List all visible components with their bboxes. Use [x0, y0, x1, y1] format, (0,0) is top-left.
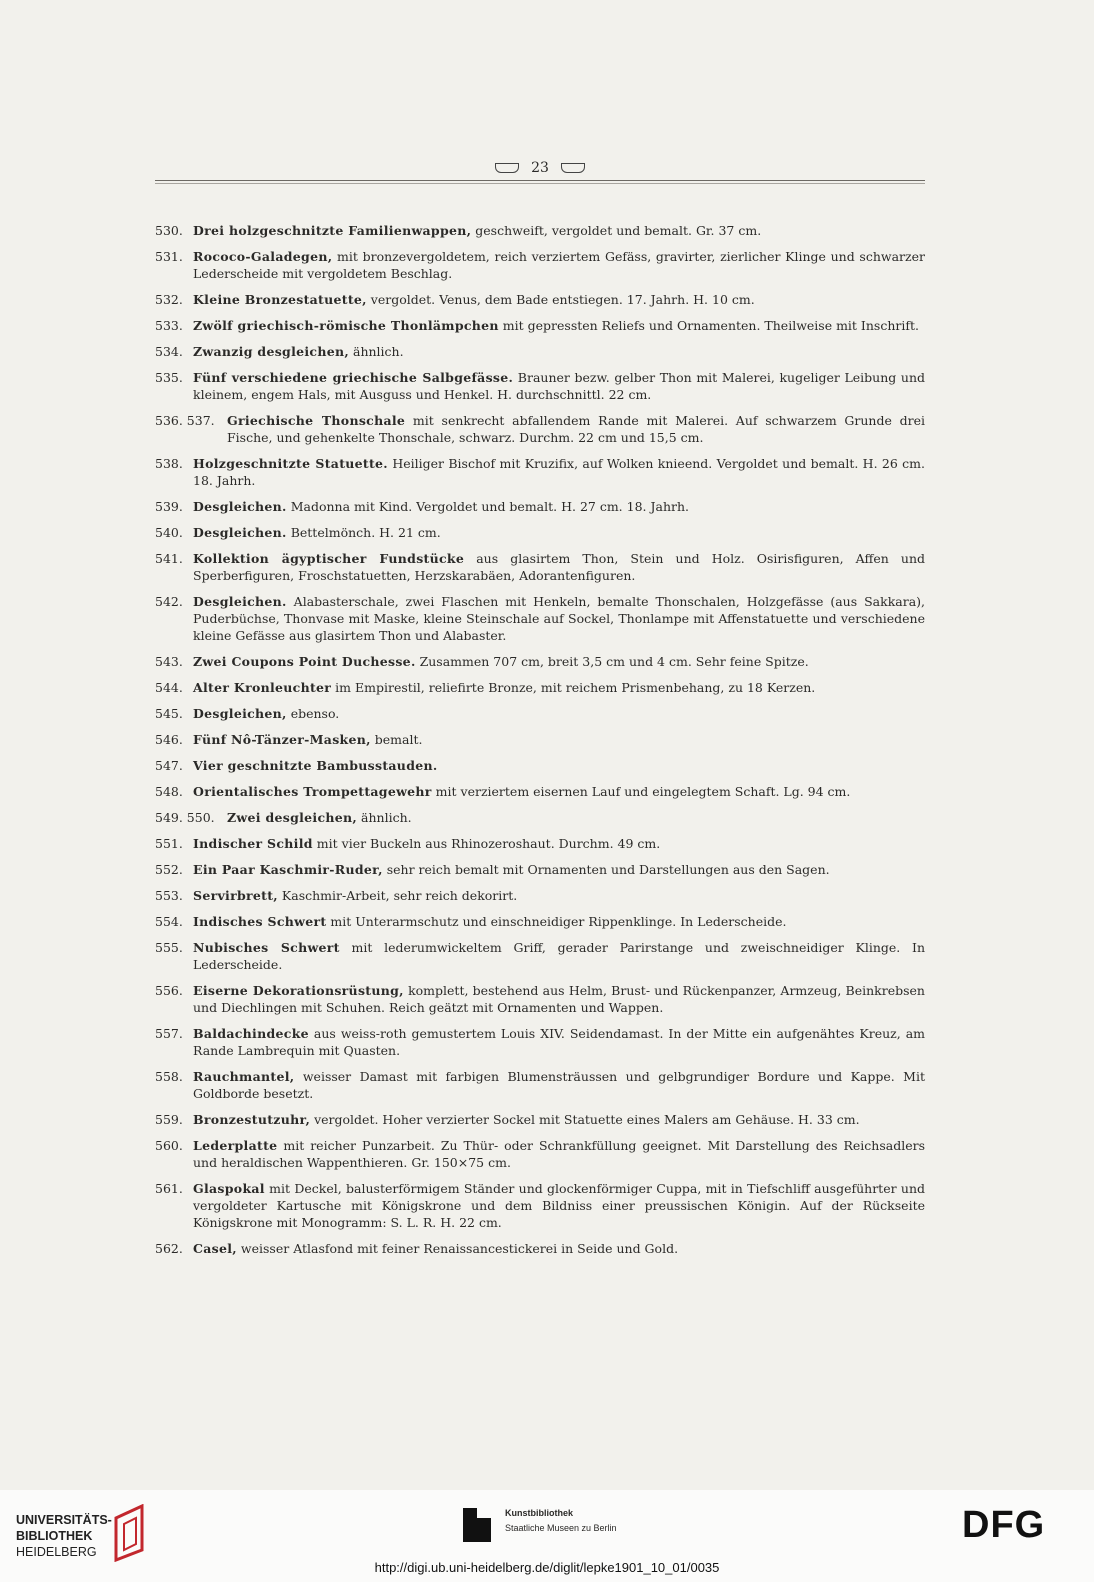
entry-title: Casel,	[193, 1241, 237, 1256]
entry-text: mit verziertem eisernen Lauf und eingelegtem Schaft. Lg. 94 cm.	[431, 784, 851, 799]
entry-number: 556.	[155, 983, 183, 998]
footer-bar	[0, 1490, 1094, 1582]
ornament-right-icon	[561, 163, 585, 173]
entry-title: Orientalisches Trompettagewehr	[193, 784, 432, 799]
entry-text: weisser Atlasfond mit feiner Renaissancestickerei in Seide und Gold.	[236, 1241, 679, 1256]
entry-text: Kaschmir-Arbeit, sehr reich dekorirt.	[277, 888, 518, 903]
entry-title: Baldachindecke	[193, 1026, 309, 1041]
ub-heidelberg-logo-icon	[112, 1504, 148, 1562]
entry-title: Desgleichen.	[193, 525, 287, 540]
entry-title: Indisches Schwert	[193, 914, 327, 929]
entry-text: Brauner bezw. gelber Thon mit Malerei, kugeliger Leibung und kleinem, engem Hals, mit Ausguss und Henkel. H. durchschnittl. 22 cm.	[193, 370, 926, 402]
entry-title: Kollektion ägyptischer Fundstücke	[193, 551, 465, 566]
dfg-logo[interactable]: DFG	[962, 1504, 1046, 1546]
entry-text: mit Deckel, balusterförmigem Ständer und glockenförmiger Cuppa, mit in Tiefschliff ausgeführter und vergoldeter Kartusche mit Königskrone und dem Bildniss einer preussischen Königin. Auf der Rückseite Königskrone mit Monogramm: S. L. R. H. 22 cm.	[193, 1181, 925, 1230]
entry-text: Madonna mit Kind. Vergoldet und bemalt. H. 27 cm. 18. Jahrh.	[286, 499, 689, 514]
entry-text: bemalt.	[370, 732, 423, 747]
catalog-entry	[155, 1111, 925, 1128]
catalog-entry	[155, 550, 925, 584]
kunstbibliothek-logo[interactable]	[463, 1506, 663, 1546]
entry-number: 553.	[155, 888, 183, 903]
entry-title: Kleine Bronzestatuette,	[193, 292, 367, 307]
entry-text: Zusammen 707 cm, breit 3,5 cm und 4 cm. Sehr feine Spitze.	[415, 654, 809, 669]
entry-title: Rococo-Galadegen,	[193, 249, 333, 264]
entry-number: 534.	[155, 344, 183, 359]
entry-title: Servirbrett,	[193, 888, 278, 903]
page-number: 23	[531, 160, 549, 176]
entry-text: Bettelmönch. H. 21 cm.	[286, 525, 441, 540]
catalog-entry	[155, 317, 925, 334]
entry-number: 535.	[155, 370, 183, 385]
kb-line-1: Kunstbibliothek	[505, 1508, 573, 1518]
catalog-entry	[155, 913, 925, 930]
catalog-entry	[155, 593, 925, 644]
kb-line-2: Staatliche Museen zu Berlin	[505, 1523, 617, 1533]
entry-text: ähnlich.	[357, 810, 412, 825]
entry-text: mit Unterarmschutz und einschneidiger Rippenklinge. In Lederscheide.	[326, 914, 787, 929]
entry-text: mit lederumwickeltem Griff, gerader Parirstange und zweischneidiger Klinge. In Lederscheide.	[193, 940, 925, 972]
entry-number: 531.	[155, 249, 183, 264]
catalog-entry	[155, 783, 925, 800]
entry-number: 533.	[155, 318, 183, 333]
entry-number: 538.	[155, 456, 183, 471]
entry-text: aus glasirtem Thon, Stein und Holz. Osirisfiguren, Affen und Sperberfiguren, Froschstatuetten, Herzskarabäen, Adorantenfiguren.	[193, 551, 925, 583]
catalog-entry	[155, 679, 925, 696]
entry-title: Griechische Thonschale	[227, 413, 406, 428]
entry-number: 532.	[155, 292, 183, 307]
catalog-entry	[155, 1240, 925, 1257]
entry-title: Fünf verschiedene griechische Salbgefässe.	[193, 370, 514, 385]
catalog-entry	[155, 835, 925, 852]
entry-number: 555.	[155, 940, 183, 955]
catalog-entry	[155, 248, 925, 282]
entry-title: Ein Paar Kaschmir-Ruder,	[193, 862, 383, 877]
page-number-line	[155, 160, 925, 176]
entry-title: Holzgeschnitzte Statuette.	[193, 456, 388, 471]
header-rule-thin	[155, 183, 925, 184]
entry-text: Alabasterschale, zwei Flaschen mit Henkeln, bemalte Thonschalen, Holzgefässe (aus Sakkara), Puderbüchse, Thonvase mit Maske, kleine Steinschale auf Sockel, Thonlampe mit Affenstatuette und verschiedene kleine Gefässe aus glasirtem Thon und Alabaster.	[193, 594, 925, 643]
catalog-entry	[155, 1068, 925, 1102]
entry-number: 552.	[155, 862, 183, 877]
entry-text: im Empirestil, reliefirte Bronze, mit reichem Prismenbehang, zu 18 Kerzen.	[331, 680, 816, 695]
catalog-entry	[155, 291, 925, 308]
page-header	[155, 160, 925, 190]
ub-heidelberg-wordmark[interactable]	[16, 1512, 112, 1560]
entry-title: Rauchmantel,	[193, 1069, 295, 1084]
entry-title: Zwei Coupons Point Duchesse.	[193, 654, 416, 669]
entry-text: sehr reich bemalt mit Ornamenten und Darstellungen aus den Sagen.	[382, 862, 830, 877]
entry-number: 547.	[155, 758, 183, 773]
entry-title: Zwölf griechisch-römische Thonlämpchen	[193, 318, 499, 333]
entry-text: mit senkrecht abfallendem Rande mit Malerei. Auf schwarzem Grunde drei Fische, und gehenkelte Thonschale, schwarz. Durchm. 22 cm und 15,5 cm.	[227, 413, 925, 445]
entry-title: Zwanzig desgleichen,	[193, 344, 350, 359]
catalog-entry	[155, 809, 925, 826]
catalog-entry	[155, 369, 925, 403]
entry-number: 548.	[155, 784, 183, 799]
entry-text: Heiliger Bischof mit Kruzifix, auf Wolken knieend. Vergoldet und bemalt. H. 26 cm. 18. Jahrh.	[193, 456, 925, 488]
entry-title: Fünf Nô-Tänzer-Masken,	[193, 732, 371, 747]
catalog-entry	[155, 1025, 925, 1059]
entry-title: Alter Kronleuchter	[193, 680, 332, 695]
catalog-entry	[155, 1137, 925, 1171]
catalog-entries	[155, 222, 925, 1266]
entry-number: 551.	[155, 836, 183, 851]
entry-number: 541.	[155, 551, 183, 566]
catalog-entry	[155, 653, 925, 670]
entry-number: 559.	[155, 1112, 183, 1127]
entry-number: 560.	[155, 1138, 183, 1153]
catalog-entry	[155, 861, 925, 878]
ub-line-2: BIBLIOTHEK	[16, 1529, 93, 1543]
entry-title: Desgleichen,	[193, 706, 287, 721]
source-url[interactable]: http://digi.ub.uni-heidelberg.de/diglit/lepke1901_10_01/0035	[374, 1560, 720, 1575]
entry-text: ebenso.	[286, 706, 340, 721]
entry-text: geschweift, vergoldet und bemalt. Gr. 37 cm.	[471, 223, 762, 238]
kunstbibliothek-mark-icon	[463, 1508, 497, 1542]
entry-number: 554.	[155, 914, 183, 929]
entry-text: komplett, bestehend aus Helm, Brust- und Rückenpanzer, Armzeug, Beinkrebsen und Diechlingen mit Schuhen. Reich geätzt mit Ornamenten und Wappen.	[193, 983, 925, 1015]
ub-line-3: HEIDELBERG	[16, 1545, 97, 1559]
entry-text: vergoldet. Venus, dem Bade entstiegen. 17. Jahrh. H. 10 cm.	[366, 292, 755, 307]
entry-number: 562.	[155, 1241, 183, 1256]
catalog-entry	[155, 222, 925, 239]
catalog-entry	[155, 524, 925, 541]
entry-number: 539.	[155, 499, 183, 514]
ornament-left-icon	[495, 163, 519, 173]
entry-title: Indischer Schild	[193, 836, 313, 851]
entry-title: Bronzestutzuhr,	[193, 1112, 311, 1127]
entry-number: 545.	[155, 706, 183, 721]
entry-title: Glaspokal	[193, 1181, 265, 1196]
catalog-entry	[155, 757, 925, 774]
entry-text: aus weiss-roth gemustertem Louis XIV. Seidendamast. In der Mitte ein aufgenähtes Kreuz, am Rande Lambrequin mit Quasten.	[193, 1026, 925, 1058]
entry-title: Zwei desgleichen,	[227, 810, 358, 825]
entry-title: Desgleichen.	[193, 499, 287, 514]
entry-number: 557.	[155, 1026, 183, 1041]
catalog-entry	[155, 1180, 925, 1231]
entry-number: 546.	[155, 732, 183, 747]
catalog-entry	[155, 455, 925, 489]
entry-number: 543.	[155, 654, 183, 669]
entry-number: 549. 550.	[155, 810, 215, 825]
entry-text: mit vier Buckeln aus Rhinozeroshaut. Durchm. 49 cm.	[312, 836, 661, 851]
header-rule	[155, 180, 925, 181]
catalog-entry	[155, 705, 925, 722]
entry-title: Drei holzgeschnitzte Familienwappen,	[193, 223, 472, 238]
entry-title: Lederplatte	[193, 1138, 278, 1153]
entry-text: mit gepressten Reliefs und Ornamenten. Theilweise mit Inschrift.	[498, 318, 919, 333]
entry-title: Desgleichen.	[193, 594, 287, 609]
entry-number: 540.	[155, 525, 183, 540]
catalog-entry	[155, 939, 925, 973]
catalog-entry	[155, 731, 925, 748]
entry-number: 561.	[155, 1181, 183, 1196]
entry-text: mit reicher Punzarbeit. Zu Thür- oder Schrankfüllung geeignet. Mit Darstellung des Reichsadlers und heraldischen Wappenthieren. Gr. 150×75 cm.	[193, 1138, 925, 1170]
entry-number: 558.	[155, 1069, 183, 1084]
catalog-entry	[155, 887, 925, 904]
entry-title: Nubisches Schwert	[193, 940, 340, 955]
catalog-entry	[155, 982, 925, 1016]
entry-title: Vier geschnitzte Bambusstauden.	[193, 758, 438, 773]
entry-number: 530.	[155, 223, 183, 238]
entry-number: 544.	[155, 680, 183, 695]
entry-number: 536. 537.	[155, 413, 215, 428]
ub-line-1: UNIVERSITÄTS-	[16, 1513, 112, 1527]
catalog-entry	[155, 412, 925, 446]
entry-text: mit bronzevergoldetem, reich verziertem Gefäss, gravirter, zierlicher Klinge und schwarzer Lederscheide mit vergoldetem Beschlag.	[193, 249, 925, 281]
entry-title: Eiserne Dekorationsrüstung,	[193, 983, 404, 998]
entry-text: vergoldet. Hoher verzierter Sockel mit Statuette eines Malers am Gehäuse. H. 33 cm.	[310, 1112, 860, 1127]
catalog-entry	[155, 498, 925, 515]
entry-number: 542.	[155, 594, 183, 609]
catalog-entry	[155, 343, 925, 360]
entry-text: weisser Damast mit farbigen Blumensträussen und gelbgrundiger Bordure und Kappe. Mit Goldborde besetzt.	[193, 1069, 925, 1101]
entry-text: ähnlich.	[349, 344, 404, 359]
